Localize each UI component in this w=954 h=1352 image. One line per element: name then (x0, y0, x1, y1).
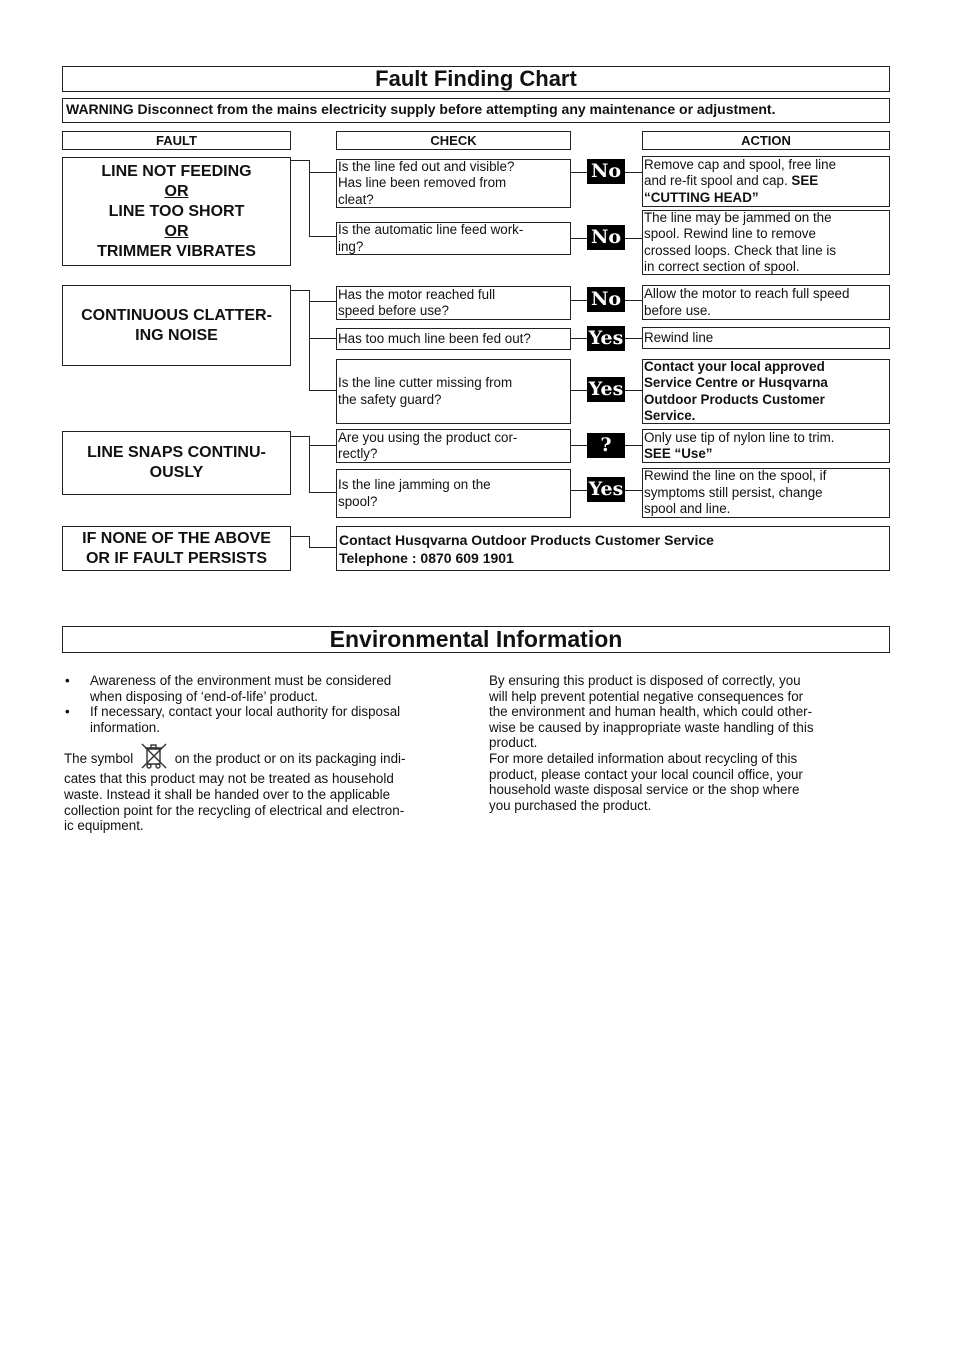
action-text: Service Centre or Husqvarna (644, 375, 828, 391)
crossed-out-wheelie-bin-icon (139, 741, 169, 771)
contact-telephone: Telephone : 0870 609 1901 (339, 549, 514, 566)
environment-title-text: Environmental Information (329, 626, 623, 652)
connector-line (309, 172, 336, 173)
action-text: Contact your local approved (644, 358, 825, 374)
check-too-much-line (336, 328, 571, 350)
connector-line (291, 290, 309, 291)
answer-badge-yes (587, 377, 625, 402)
check-text: speed before use? (338, 303, 449, 318)
connector-line (291, 436, 309, 437)
list-item (64, 704, 469, 735)
action-text: spool. Rewind line to remove (644, 226, 816, 242)
check-text: Are you using the product cor- (338, 429, 518, 445)
check-using-correctly (336, 429, 571, 463)
bullet-text: information. (90, 719, 160, 735)
check-text: Has too much line been fed out? (338, 330, 531, 346)
fault-text: IF NONE OF THE ABOVE (82, 529, 271, 547)
connector-line (309, 547, 336, 548)
check-text: spool? (338, 493, 378, 509)
bullet-text: Awareness of the environment must be considered (90, 673, 392, 688)
answer-badge-no (587, 159, 625, 184)
action-rewind-line (642, 327, 890, 349)
connector-line (309, 338, 336, 339)
fault-chart-title (62, 66, 890, 92)
action-remove-cap-spool (642, 156, 890, 207)
action-see-ref: SEE “Use” (644, 446, 713, 461)
answer-badge-no (587, 287, 625, 312)
paragraph-text: household waste disposal service or the shop where (489, 782, 800, 798)
answer-badge-yes (587, 326, 625, 351)
action-text-part: and re-fit spool and cap. (644, 173, 792, 189)
environment-right-column (489, 673, 889, 813)
fault-text: OR IF FAULT PERSISTS (85, 549, 268, 567)
action-text: spool and line. (644, 501, 731, 517)
symbol-text: ic equipment. (64, 818, 144, 834)
answer-badge-question (587, 433, 625, 458)
symbol-text: The symbol (64, 751, 134, 767)
check-text: Is the automatic line feed work- (338, 222, 524, 238)
answer-text: No (590, 226, 622, 248)
action-see-ref: SEE (791, 173, 819, 189)
paragraph-text: the environment and human health, which could other- (489, 704, 813, 720)
answer-text: Yes (588, 478, 624, 500)
check-auto-line-feed (336, 222, 571, 255)
action-text: before use. (644, 302, 711, 318)
bullet-text: If necessary, contact your local authority for disposal (90, 704, 401, 720)
environment-bullet-list (64, 673, 469, 735)
environment-title (62, 626, 890, 653)
connector-line (309, 445, 336, 446)
paragraph-text: By ensuring this product is disposed of correctly, you (489, 673, 801, 688)
check-motor-full-speed (336, 286, 571, 320)
list-item (64, 673, 469, 704)
action-see-ref: “CUTTING HEAD” (644, 189, 759, 205)
action-allow-motor-speed (642, 285, 890, 320)
connector-line (309, 236, 336, 237)
answer-text: No (590, 288, 622, 310)
bullet-text: when disposing of ‘end-of-life’ product. (90, 688, 319, 704)
connector-line (309, 290, 310, 391)
fault-continuous-clattering-noise (62, 285, 291, 366)
environment-left-column (64, 673, 469, 834)
connector-line (309, 492, 336, 493)
check-header-label: CHECK (430, 133, 477, 148)
connector-line (291, 536, 309, 537)
paragraph-text: will help prevent potential negative consequences for (489, 688, 804, 704)
fault-header-label: FAULT (156, 133, 197, 148)
fault-column-header (62, 131, 291, 150)
paragraph-text: product. (489, 735, 538, 751)
fault-none-of-the-above (62, 526, 291, 571)
check-text: rectly? (338, 446, 378, 461)
action-contact-service-centre (642, 359, 890, 424)
fault-line-snaps-continuously (62, 431, 291, 495)
contact-text: Contact Husqvarna Outdoor Products Customer Service (339, 531, 714, 548)
answer-text: Yes (588, 378, 624, 400)
paragraph-text: For more detailed information about recycling of this (489, 750, 798, 766)
fault-or-text: OR (164, 222, 189, 240)
action-header-label: ACTION (741, 133, 791, 148)
connector-line (309, 390, 336, 391)
action-text: crossed loops. Check that line is (644, 242, 837, 258)
connector-line (309, 301, 336, 302)
check-line-fed-out (336, 159, 571, 208)
fault-text: ING NOISE (135, 326, 218, 344)
check-column-header (336, 131, 571, 150)
fault-text: LINE SNAPS CONTINU- (87, 444, 266, 461)
action-text: Remove cap and spool, free line (644, 156, 837, 172)
check-line-cutter-missing (336, 359, 571, 424)
action-text (644, 173, 888, 189)
check-text: cleat? (338, 191, 374, 207)
symbol-text: cates that this product may not be treated as household (64, 771, 394, 787)
warning-banner (62, 98, 890, 123)
action-text: symptoms still persist, change (644, 484, 823, 500)
symbol-text: waste. Instead it shall be handed over to the applicable (64, 786, 391, 802)
fault-line-not-feeding (62, 157, 291, 266)
bullet-icon: • (65, 704, 70, 720)
paragraph-text: wise be caused by inappropriate waste handling of this (489, 719, 814, 735)
bullet-icon: • (65, 673, 70, 688)
answer-badge-no (587, 225, 625, 250)
check-text: Is the line cutter missing from (338, 375, 513, 391)
action-text: Only use tip of nylon line to trim. (644, 429, 835, 445)
action-column-header (642, 131, 890, 150)
action-text: Rewind the line on the spool, if (644, 468, 827, 484)
action-text: in correct section of spool. (644, 258, 800, 274)
action-line-jammed (642, 210, 890, 275)
fault-text: CONTINUOUS CLATTER- (81, 306, 272, 324)
paragraph-text: product, please contact your local council office, your (489, 766, 803, 782)
contact-customer-service (336, 526, 890, 571)
check-text: ing? (338, 238, 364, 254)
action-text: Outdoor Products Customer (644, 391, 825, 407)
symbol-text: on the product or on its packaging indi- (174, 751, 406, 767)
fault-text: TRIMMER VIBRATES (97, 242, 256, 260)
warning-text: WARNING Disconnect from the mains electricity supply before attempting any maintenance or adjustment. (66, 101, 776, 117)
action-use-tip-of-line (642, 429, 890, 463)
symbol-text: collection point for the recycling of electrical and electron- (64, 802, 405, 818)
fault-chart-title-text: Fault Finding Chart (375, 66, 577, 91)
paragraph-text: you purchased the product. (489, 797, 652, 813)
action-rewind-change-spool (642, 468, 890, 518)
action-text: Rewind line (644, 329, 714, 345)
connector-line (291, 160, 309, 161)
answer-text: ? (600, 434, 612, 456)
fault-text: OUSLY (149, 464, 204, 481)
action-text: Service. (644, 407, 696, 423)
answer-text: Yes (588, 327, 624, 349)
check-text: Is the line jamming on the (338, 477, 491, 493)
check-text: Has the motor reached full (338, 286, 496, 302)
answer-text: No (590, 160, 622, 182)
check-line-jamming (336, 469, 571, 518)
fault-or-text: OR (164, 182, 189, 200)
check-text: Is the line fed out and visible? (338, 158, 515, 174)
symbol-paragraph (64, 741, 469, 833)
check-text: the safety guard? (338, 391, 442, 407)
fault-text: LINE NOT FEEDING (101, 162, 252, 180)
check-text: Has line been removed from (338, 175, 507, 191)
action-text: Allow the motor to reach full speed (644, 286, 850, 302)
fault-text: LINE TOO SHORT (108, 202, 245, 220)
answer-badge-yes (587, 477, 625, 502)
action-text: The line may be jammed on the (644, 209, 832, 225)
